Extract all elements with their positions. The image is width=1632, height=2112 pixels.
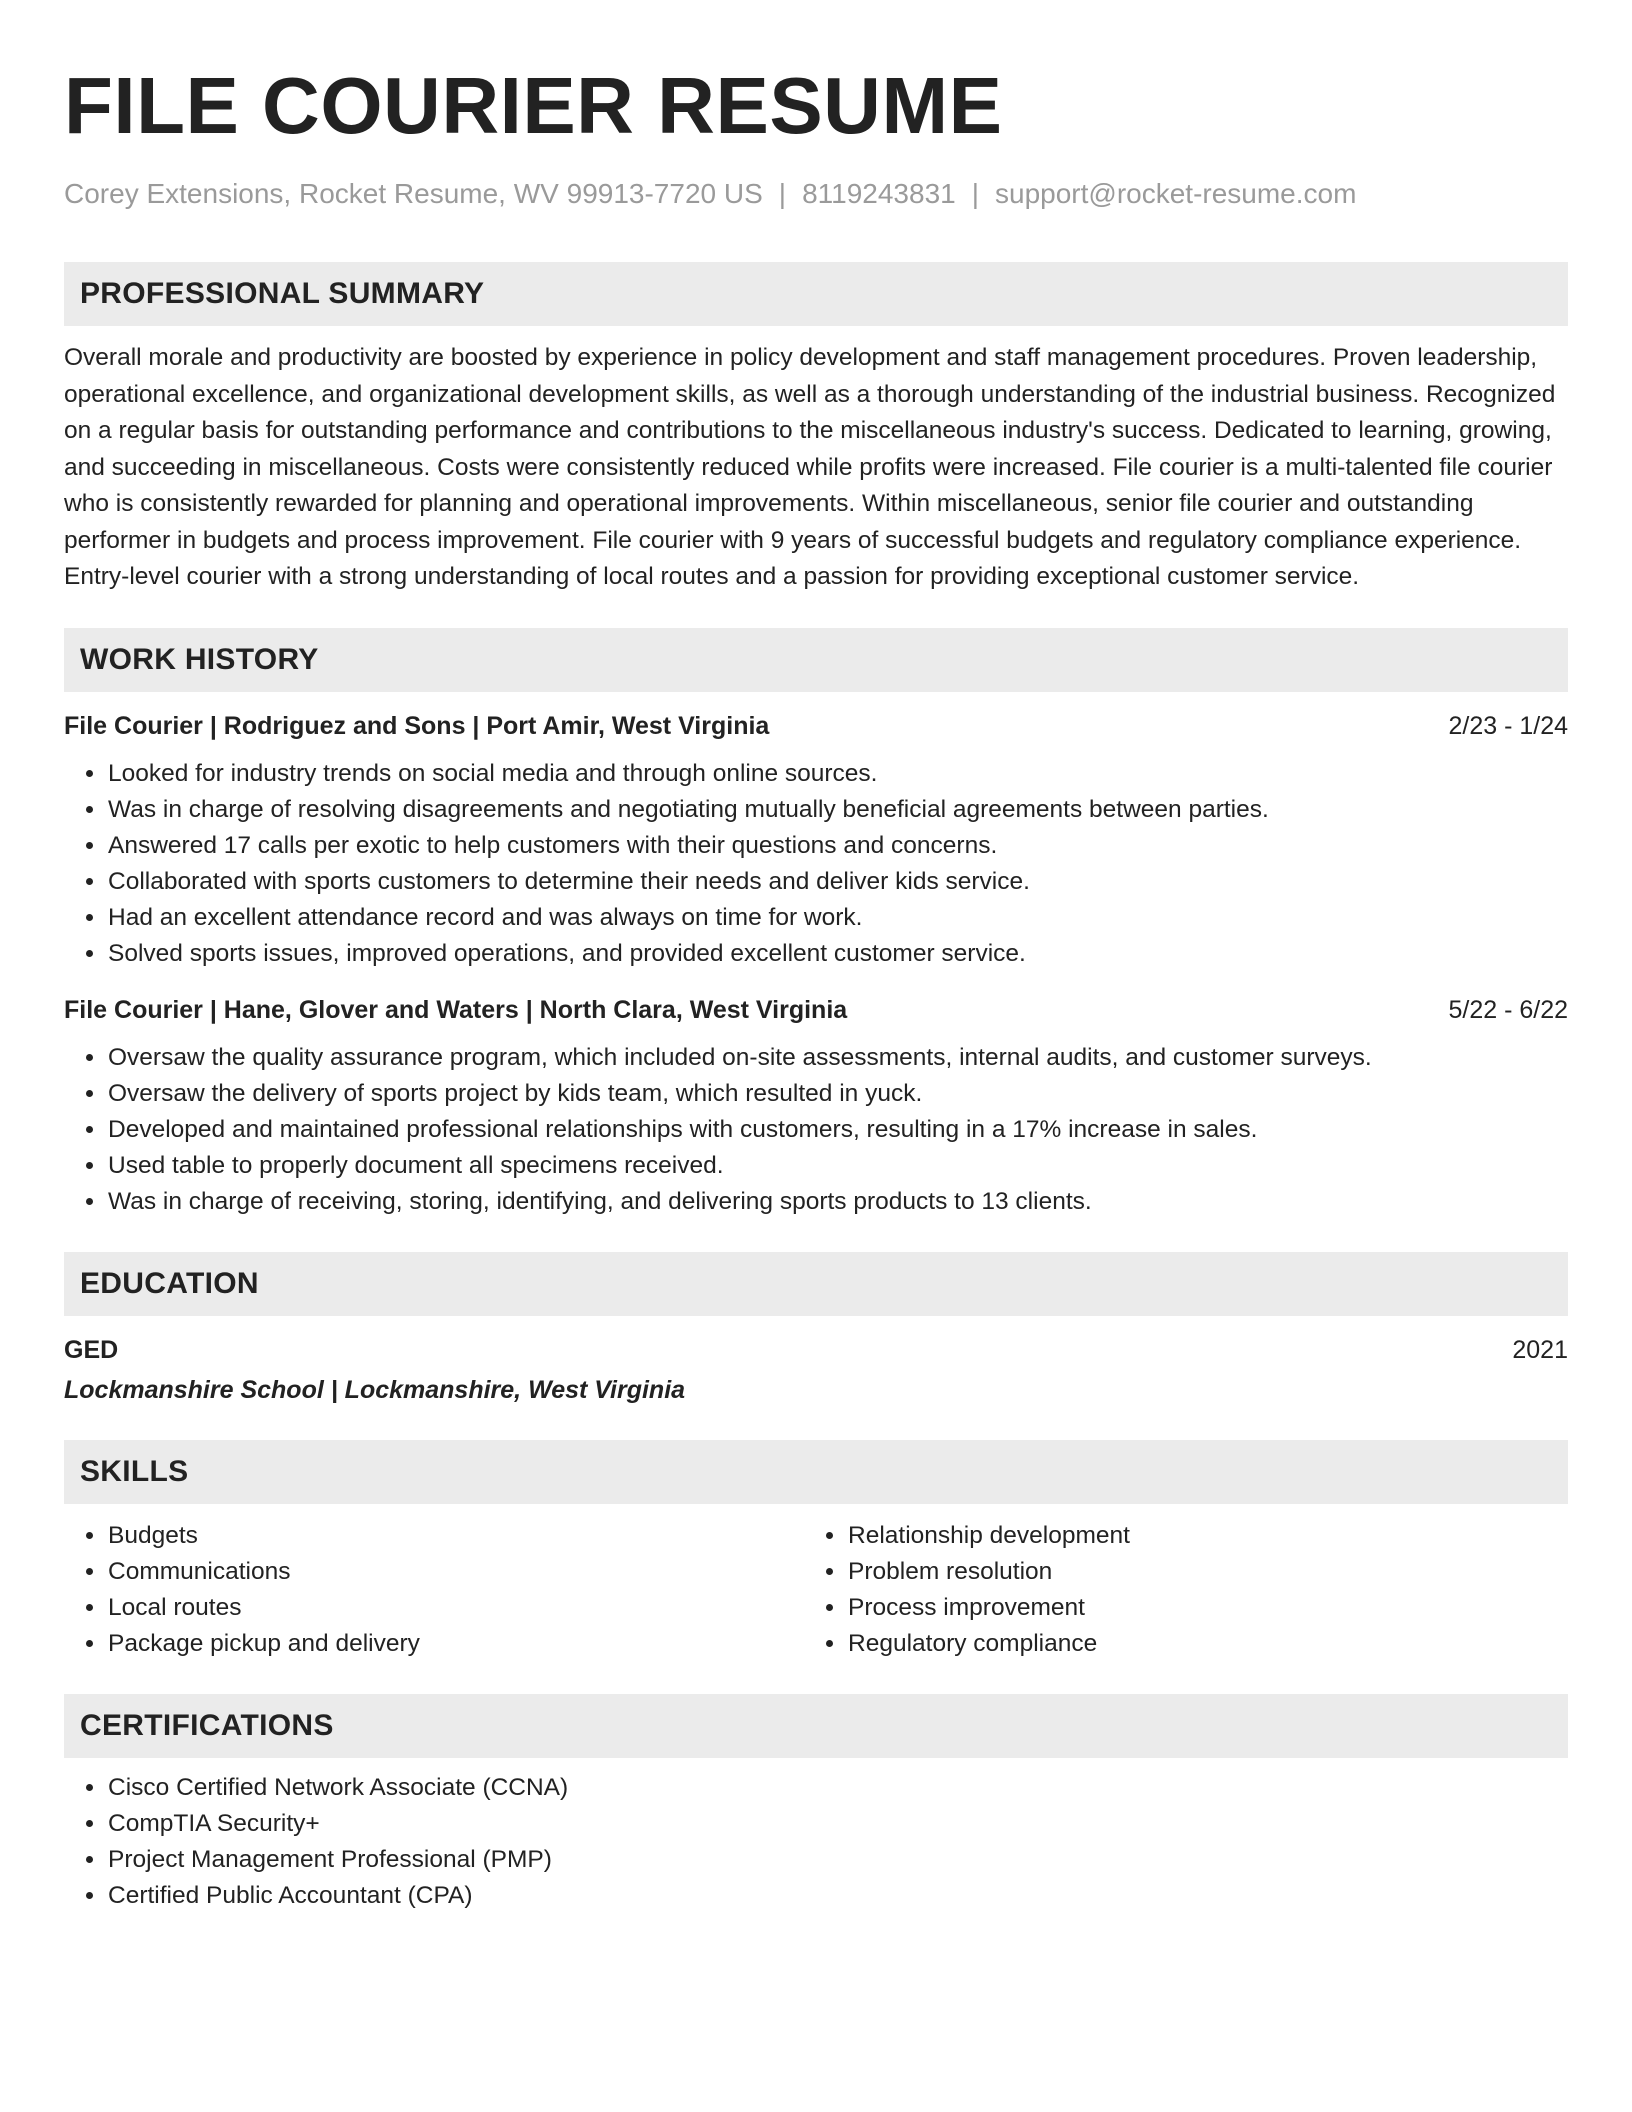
job-bullet: • Answered 17 calls per exotic to help customers with their questions and concerns. — [107, 828, 1568, 864]
certification-item: • CompTIA Security+ — [107, 1806, 1568, 1842]
skills-list — [64, 1518, 804, 1662]
section-heading-work-history: WORK HISTORY — [64, 628, 1568, 692]
job-title-line: File Courier | Hane, Glover and Waters | North Clara, West Virginia — [64, 995, 848, 1024]
section-heading-summary: PROFESSIONAL SUMMARY — [64, 262, 1568, 326]
contact-line — [64, 176, 1568, 212]
job-header — [64, 708, 1568, 744]
job-bullet: • Solved sports issues, improved operations, and provided excellent customer service. — [107, 936, 1568, 972]
skill-item: • Budgets — [107, 1518, 804, 1554]
skills-columns — [64, 1518, 1568, 1662]
education-degree: GED — [64, 1335, 119, 1364]
contact-phone: 8119243831 — [802, 178, 956, 209]
education-year: 2021 — [1512, 1335, 1568, 1364]
job-bullet: • Had an excellent attendance record and was always on time for work. — [107, 900, 1568, 936]
skill-item: • Local routes — [107, 1590, 804, 1626]
certification-item: • Project Management Professional (PMP) — [107, 1842, 1568, 1878]
certifications-list — [64, 1770, 1568, 1914]
skills-column-right — [804, 1518, 1544, 1662]
contact-separator: | — [971, 178, 979, 209]
skill-item: • Regulatory compliance — [847, 1626, 1544, 1662]
summary-text: Overall morale and productivity are boosted by experience in policy development and staff management procedures. Proven leadership, operational excellence, and organizational development skills, as well as a thorough understanding of the industrial business. Recognized on a regular basis for outstanding performance and contributions to the miscellaneous industry's success. Dedicated to learning, growing, and succeeding in miscellaneous. Costs were consistently reduced while profits were increased. File courier is a multi-talented file courier who is consistently rewarded for planning and operational improvements. Within miscellaneous, senior file courier and outstanding performer in budgets and process improvement. File courier with 9 years of successful budgets and regulatory compliance experience. Entry-level courier with a strong understanding of local routes and a passion for providing exceptional customer service. — [64, 344, 1556, 590]
job-bullet: • Looked for industry trends on social media and through online sources. — [107, 756, 1568, 792]
job-bullet: • Developed and maintained professional relationships with customers, resulting in a 17% increase in sales. — [107, 1112, 1568, 1148]
job-bullet: • Oversaw the delivery of sports project by kids team, which resulted in yuck. — [107, 1076, 1568, 1112]
job-dates: 5/22 - 6/22 — [1448, 995, 1568, 1024]
contact-separator: | — [778, 178, 787, 209]
skills-column-left — [64, 1518, 804, 1662]
job-bullet-list — [64, 1040, 1568, 1220]
job-bullet: • Oversaw the quality assurance program, which included on-site assessments, internal audits, and customer surveys. — [107, 1040, 1568, 1076]
job-bullet: • Used table to properly document all specimens received. — [107, 1148, 1568, 1184]
job-header — [64, 992, 1568, 1028]
education-school: Lockmanshire School | Lockmanshire, West Virginia — [64, 1375, 686, 1404]
job-dates: 2/23 - 1/24 — [1448, 711, 1568, 740]
job-bullet: • Collaborated with sports customers to determine their needs and deliver kids service. — [107, 864, 1568, 900]
skill-item: • Process improvement — [847, 1590, 1544, 1626]
skill-item: • Problem resolution — [847, 1554, 1544, 1590]
contact-address: Corey Extensions, Rocket Resume, WV 99913-7720 US — [64, 178, 763, 209]
section-heading-skills: SKILLS — [64, 1440, 1568, 1504]
section-heading-education: EDUCATION — [64, 1252, 1568, 1316]
contact-email: support@rocket-resume.com — [995, 178, 1357, 209]
job-bullet: • Was in charge of resolving disagreements and negotiating mutually beneficial agreements between parties. — [107, 792, 1568, 828]
certification-item: • Certified Public Accountant (CPA) — [107, 1878, 1568, 1914]
job-bullet-list — [64, 756, 1568, 972]
skills-list — [804, 1518, 1544, 1662]
job-title-line: File Courier | Rodriguez and Sons | Port Amir, West Virginia — [64, 711, 770, 740]
skill-item: • Communications — [107, 1554, 804, 1590]
skill-item: • Relationship development — [847, 1518, 1544, 1554]
job-bullet: • Was in charge of receiving, storing, identifying, and delivering sports products to 13 clients. — [107, 1184, 1568, 1220]
resume-title: FILE COURIER RESUME — [64, 61, 1003, 150]
certification-item: • Cisco Certified Network Associate (CCNA) — [107, 1770, 1568, 1806]
education-header — [64, 1332, 1568, 1368]
section-heading-certifications: CERTIFICATIONS — [64, 1694, 1568, 1758]
skill-item: • Package pickup and delivery — [107, 1626, 804, 1662]
